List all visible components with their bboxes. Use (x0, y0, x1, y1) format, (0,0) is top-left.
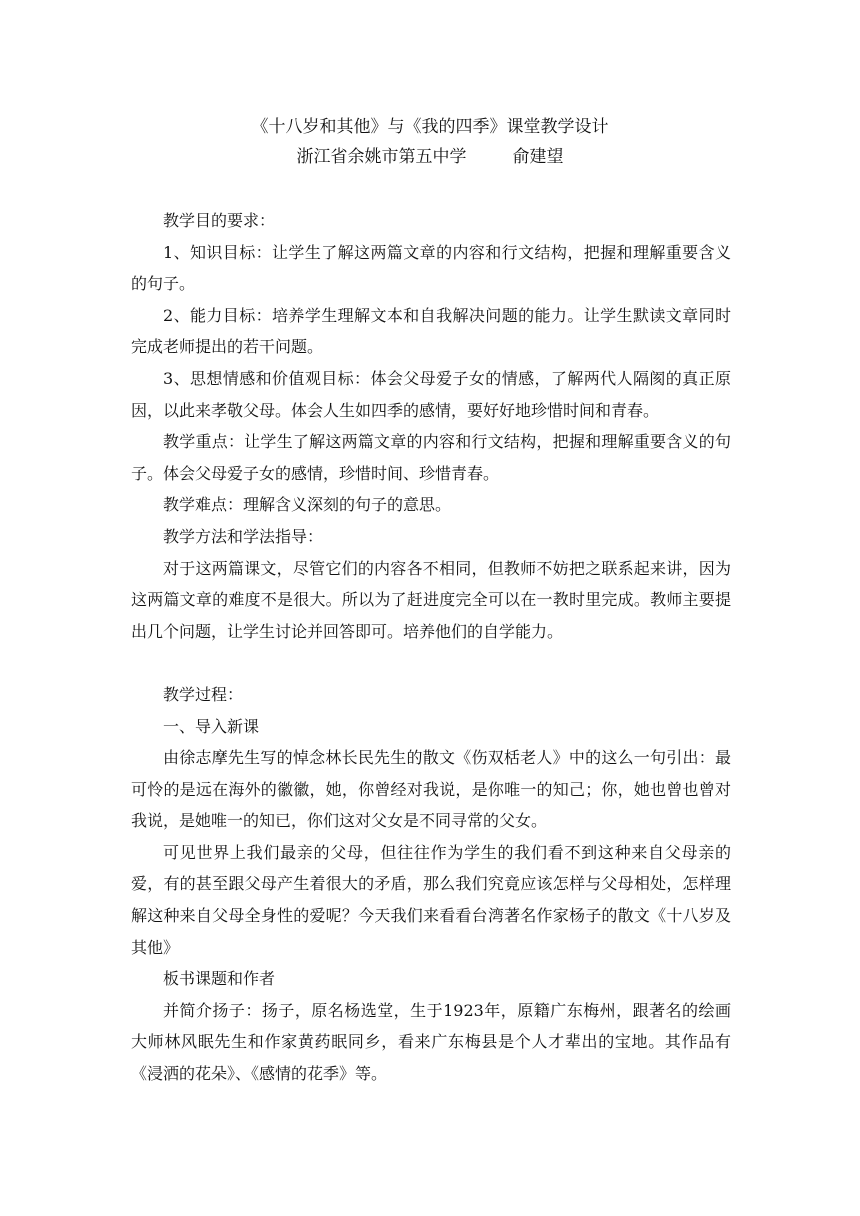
document-body (131, 205, 731, 1090)
paragraph-difficulties: 教学难点：理解含义深刻的句子的意思。 (163, 495, 452, 515)
paragraph-section-intro: 一、导入新课 (163, 716, 260, 736)
author-line (0, 147, 860, 167)
school-name: 浙江省余姚市第五中学 (296, 147, 467, 167)
author-name: 俞建望 (512, 147, 564, 167)
blank-line (131, 647, 731, 679)
paragraph-methods: 对于这两篇课文，尽管它们的内容各不相同，但教师不妨把之联系起来讲，因为这两篇文章的难度不是很大。所以为了赶进度完全可以在一教时里完成。教师主要提出几个问题，让学生讨论并回答即可。培养他们的自学能力。 (131, 558, 731, 641)
paragraph-knowledge-goal: 1、知识目标：让学生了解这两篇文章的内容和行文结构，把握和理解重要含义的句子。 (131, 242, 731, 294)
paragraph-process-heading: 教学过程： (163, 684, 244, 704)
paragraph-methods-heading: 教学方法和学法指导： (163, 526, 324, 546)
paragraph-emotion-goal: 3、思想情感和价值观目标：体会父母爱子女的情感，了解两代人隔阂的真正原因，以此来孝敬父母。体会人生如四季的感情，要好好地珍惜时间和青春。 (131, 368, 731, 420)
paragraph-intro-question: 可见世界上我们最亲的父母，但往往作为学生的我们看不到这种来自父母亲的爱，有的甚至跟父母产生着很大的矛盾，那么我们究竟应该怎样与父母相处，怎样理解这种来自父母全身性的爱呢？今天我们来看看台湾著名作家杨子的散文《十八岁及其他》 (131, 842, 731, 957)
document-title: 《十八岁和其他》与《我的四季》课堂教学设计 (251, 117, 609, 137)
paragraph-objectives-heading: 教学目的要求： (163, 211, 276, 230)
paragraph-key-points: 教学重点：让学生了解这两篇文章的内容和行文结构，把握和理解重要含义的句子。体会父母爱子女的感情，珍惜时间、珍惜青春。 (131, 432, 731, 483)
paragraph-author-bio: 并简介扬子：扬子，原名杨选堂，生于1923年，原籍广东梅州，跟著名的绘画大师林风眠先生和作家黄药眠同乡，看来广东梅县是个人才辈出的宝地。其作品有《浸洒的花朵》、《感情的花季》等。 (131, 1000, 731, 1084)
paragraph-intro-quote: 由徐志摩先生写的悼念林长民先生的散文《伤双栝老人》中的这么一句引出：最可怜的是远在海外的徽徽，她，你曾经对我说，是你唯一的知己；你，她也曾也曾对我说，是她唯一的知已，你们这对父女是不同寻常的父女。 (131, 748, 731, 831)
paragraph-ability-goal: 2、能力目标：培养学生理解文本和自我解决问题的能力。让学生默读文章同时完成老师提出的若干问题。 (131, 305, 731, 357)
paragraph-board-title: 板书课题和作者 (163, 969, 276, 989)
